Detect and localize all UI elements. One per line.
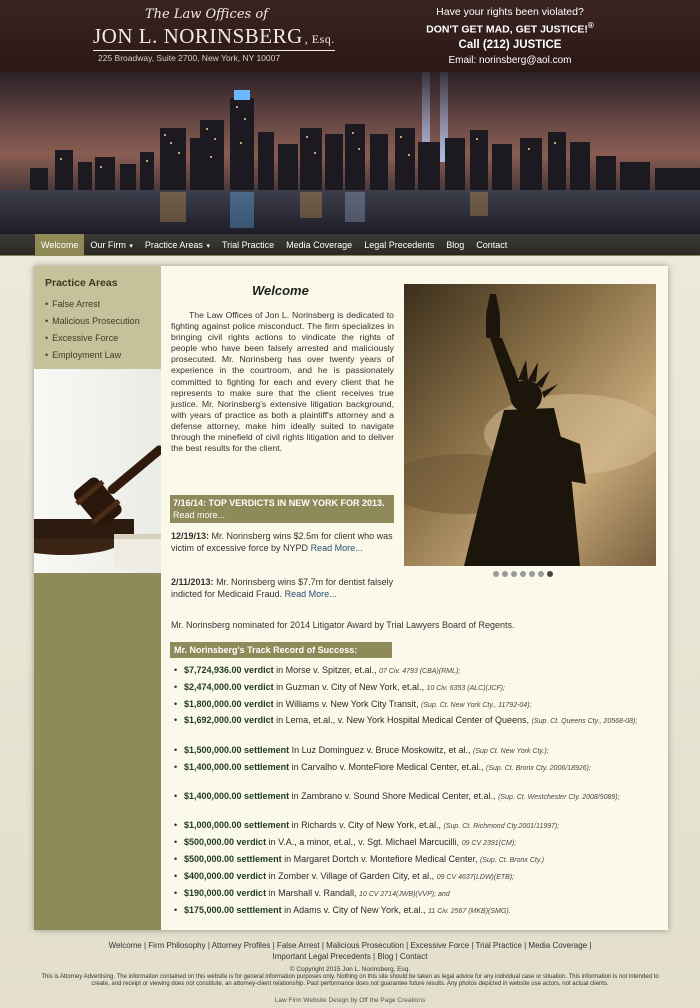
sidebar-item-label: False Arrest bbox=[52, 299, 101, 309]
statue-of-liberty-image bbox=[404, 284, 656, 566]
case-citation: (Sup. Ct. Queens Cty., 20568-08); bbox=[531, 718, 638, 725]
case-name: in Lema, et.al., v. New York Hospital Medical Center of Queens, bbox=[276, 715, 530, 725]
award-amount: $7,724,936.00 verdict bbox=[184, 665, 274, 675]
nav-label: Trial Practice bbox=[221, 240, 275, 250]
case-citation: 09 CV 2391(CM); bbox=[461, 840, 517, 847]
award-amount: $1,400,000.00 settlement bbox=[184, 791, 290, 801]
read-more-link[interactable]: Read More... bbox=[310, 542, 363, 553]
registered-mark: ® bbox=[587, 21, 594, 30]
bullet-icon: • bbox=[45, 350, 49, 360]
footer-credit[interactable]: Law Firm Website Design by Off the Page Creations bbox=[274, 997, 426, 1004]
track-record-item bbox=[174, 905, 654, 918]
case-name: in Zambrano v. Sound Shore Medical Center, et.al., bbox=[291, 791, 496, 801]
nav-label: Contact bbox=[476, 240, 508, 250]
case-name: in Adams v. City of New York, et.al., bbox=[284, 905, 426, 915]
case-name: in Zomber v. Village of Garden City, et al., bbox=[268, 871, 435, 881]
track-record-item bbox=[174, 871, 654, 884]
sidebar bbox=[34, 266, 161, 930]
footer-links[interactable] bbox=[30, 940, 670, 962]
slogan-text: DON'T GET MAD, GET JUSTICE! bbox=[426, 23, 588, 36]
header-phone[interactable]: Call (212) JUSTICE bbox=[458, 38, 562, 51]
news-date: 2/11/2013: bbox=[171, 577, 214, 587]
footer-copyright: © Copyright 2015 Jon L. Norinsberg, Esq. bbox=[289, 966, 411, 973]
slider-dot[interactable] bbox=[493, 571, 499, 577]
case-citation: (Sup. Ct. Richmond Cty.2001/11997); bbox=[443, 823, 560, 830]
award-amount: $190,000.00 verdict bbox=[184, 888, 267, 898]
case-name: in Williams v. New York City Transit, bbox=[276, 699, 419, 709]
track-record-title: Mr. Norinsberg's Track Record of Success: bbox=[170, 642, 392, 658]
nav-label: Media Coverage bbox=[286, 240, 353, 250]
award-amount: $500,000.00 settlement bbox=[184, 854, 282, 864]
track-record-item bbox=[174, 820, 654, 833]
track-record-item bbox=[174, 665, 654, 678]
nav-label: Blog bbox=[446, 240, 465, 250]
nav-practice-areas[interactable] bbox=[139, 234, 216, 256]
case-name: In Luz Dominguez v. Bruce Moskowitz, et al., bbox=[291, 745, 471, 755]
case-citation: (Sup. Ct. Bronx Cty.) bbox=[480, 857, 545, 864]
sidebar-item-employment-law[interactable] bbox=[45, 347, 140, 364]
main-nav bbox=[0, 234, 700, 256]
case-citation: (Sup. Ct. New York Cty., 11792-04); bbox=[420, 702, 532, 709]
slider-dots bbox=[493, 571, 556, 579]
header-question: Have your rights been violated? bbox=[436, 6, 584, 18]
sidebar-item-label: Employment Law bbox=[52, 350, 122, 360]
news-date: 12/19/13: bbox=[171, 531, 210, 541]
track-record-item bbox=[174, 837, 654, 850]
news-text: Mr. Norinsberg wins $7.7m for dentist falsely indicted for Medicaid Fraud. bbox=[171, 577, 394, 599]
case-name: in Margaret Dortch v. Montefiore Medical Center, bbox=[284, 854, 478, 864]
award-amount: $500,000.00 verdict bbox=[184, 837, 267, 847]
slider-dot[interactable] bbox=[538, 571, 544, 577]
track-record-item bbox=[174, 699, 654, 712]
page-title: Welcome bbox=[252, 283, 309, 298]
award-amount: $1,000,000.00 settlement bbox=[184, 820, 290, 830]
case-citation: 10 CV 2714(JWB)(VVP); and bbox=[358, 891, 450, 898]
award-amount: $175,000.00 settlement bbox=[184, 905, 282, 915]
track-record-item bbox=[174, 854, 654, 867]
slider-dot[interactable] bbox=[547, 571, 553, 577]
case-citation: (Sup. Ct. Westchester Cty. 2008/5089); bbox=[498, 794, 620, 801]
sidebar-item-excessive-force[interactable] bbox=[45, 330, 140, 347]
nav-our-firm[interactable] bbox=[84, 234, 139, 256]
site-header bbox=[0, 0, 700, 72]
sidebar-title: Practice Areas bbox=[45, 277, 118, 289]
track-record-item bbox=[174, 682, 654, 695]
slider-dot[interactable] bbox=[502, 571, 508, 577]
news-highlight-text: 7/16/14: TOP VERDICTS IN NEW YORK FOR 2013. bbox=[173, 498, 385, 508]
nav-label: Our Firm bbox=[90, 240, 126, 250]
caret-down-icon: ▾ bbox=[206, 243, 210, 250]
nomination-note: Mr. Norinsberg nominated for 2014 Litigator Award by Trial Lawyers Board of Regents. bbox=[171, 620, 515, 630]
header-email[interactable]: Email: norinsberg@aol.com bbox=[448, 54, 572, 66]
sidebar-item-label: Malicious Prosecution bbox=[52, 316, 140, 326]
case-name: in Carvalho v. MonteFiore Medical Center, et.al., bbox=[291, 762, 484, 772]
practice-areas-list bbox=[45, 296, 140, 364]
award-amount: $1,500,000.00 settlement bbox=[184, 745, 290, 755]
track-record-item bbox=[174, 715, 654, 728]
bullet-icon: • bbox=[45, 299, 49, 309]
case-citation: 11 Civ. 2567 (MKB)(SMG). bbox=[428, 908, 511, 915]
case-name: in V.A., a minor, et.al., v. Sgt. Michael Marcucilli, bbox=[268, 837, 460, 847]
nav-media-coverage[interactable] bbox=[280, 234, 358, 256]
brand-tagline: The Law Offices of bbox=[145, 7, 268, 22]
nyc-skyline-image bbox=[0, 72, 700, 234]
bullet-icon: • bbox=[45, 316, 49, 326]
header-contact bbox=[400, 6, 620, 66]
case-name: in Guzman v. City of New York, et.al., bbox=[276, 682, 424, 692]
nav-label: Welcome bbox=[41, 240, 79, 250]
nav-label: Practice Areas bbox=[144, 240, 203, 250]
nav-contact[interactable] bbox=[470, 234, 513, 256]
brand-name: JON L. NORINSBERG bbox=[93, 24, 303, 48]
nav-legal-precedents[interactable] bbox=[358, 234, 440, 256]
header-slogan bbox=[400, 21, 620, 36]
award-amount: $1,800,000.00 verdict bbox=[184, 699, 274, 709]
case-citation: 07 Civ. 4793 (CBA)(RML); bbox=[378, 668, 461, 675]
intro-paragraph: The Law Offices of Jon L. Norinsberg is dedicated to fighting against police misconduct. The firm specializes in bringing civil rights actions to vindicate the rights of people who have been falsely arrested and maliciously prosecuted. Mr. Norinsberg has over twenty years of experience in the courtroom, and he is passionately committed to fighting for each and every client that he represents to make sure that the client receives true justice. Mr. Norinsberg's extensive litigation background, with years of practice as both a plaintiff's attorney and a defense attorney, make him ideally suited to navigate through the minefield of civil rights litigation and to deliver the best results for the client. bbox=[171, 310, 394, 454]
footer-links-line[interactable]: Welcome | Firm Philosophy | Attorney Profiles | False Arrest | Malicious Prosecution | Excessive Force | Trial Practice | Media Coverage | bbox=[108, 941, 592, 950]
award-amount: $2,474,000.00 verdict bbox=[184, 682, 274, 692]
read-more-link[interactable]: Read more... bbox=[173, 510, 226, 520]
case-citation: 10 Civ. 6353 (ALC)(JCF); bbox=[426, 685, 505, 692]
sidebar-item-false-arrest[interactable] bbox=[45, 296, 140, 313]
case-name: in Morse v. Spitzer, et.al., bbox=[276, 665, 377, 675]
award-amount: $1,400,000.00 settlement bbox=[184, 762, 290, 772]
slider-dot[interactable] bbox=[511, 571, 517, 577]
brand-suffix: , Esq. bbox=[304, 32, 335, 46]
nav-label: Legal Precedents bbox=[364, 240, 435, 250]
slider-dot[interactable] bbox=[520, 571, 526, 577]
case-citation: 09 CV 4637(LDW)(ETB); bbox=[436, 874, 515, 881]
gavel-image bbox=[34, 369, 161, 573]
track-record-item bbox=[174, 762, 654, 775]
track-record-item bbox=[174, 791, 654, 804]
news-item bbox=[171, 577, 395, 600]
skyline-banner bbox=[0, 72, 700, 234]
track-record-item bbox=[174, 745, 654, 758]
nav-blog[interactable] bbox=[440, 234, 470, 256]
case-citation: (Sup. Ct. Bronx Cty. 2006/18926); bbox=[486, 765, 591, 772]
nav-trial-practice[interactable] bbox=[216, 234, 280, 256]
track-record-item bbox=[174, 888, 654, 901]
nav-welcome[interactable] bbox=[35, 234, 84, 256]
news-item bbox=[171, 531, 395, 554]
brand-logo[interactable] bbox=[93, 25, 335, 51]
content-container bbox=[34, 266, 668, 930]
read-more-link[interactable]: Read More... bbox=[284, 588, 337, 599]
sidebar-item-label: Excessive Force bbox=[52, 333, 119, 343]
case-name: in Marshall v. Randall, bbox=[268, 888, 357, 898]
news-text: Mr. Norinsberg wins $2.5m for client who was victim of excessive force by NYPD bbox=[171, 531, 393, 553]
news-highlight bbox=[170, 495, 394, 523]
award-amount: $400,000.00 verdict bbox=[184, 871, 267, 881]
case-name: in Richards v. City of New York, et.al., bbox=[291, 820, 441, 830]
award-amount: $1,692,000.00 verdict bbox=[184, 715, 274, 725]
caret-down-icon: ▾ bbox=[129, 243, 133, 250]
office-address: 225 Broadway, Suite 2700, New York, NY 10007 bbox=[98, 53, 281, 63]
footer-disclaimer: This is Attorney Advertising. The information contained on this website is for general information purposes only. Nothing on this site should be taken as legal advice for any individual case or situation. This information is not intended to create, and receipt or viewing does not constitute, an attorney-client relationship. Past performance does not guarantee future results. Any photos depicted in website use actors, not actual clients. bbox=[41, 974, 659, 987]
bullet-icon: • bbox=[45, 333, 49, 343]
footer-links-line[interactable]: Important Legal Precedents | Blog | Contact bbox=[272, 952, 428, 961]
case-citation: (Sup Ct. New York Cty.); bbox=[473, 748, 549, 755]
sidebar-item-malicious-prosecution[interactable] bbox=[45, 313, 140, 330]
slider-dot[interactable] bbox=[529, 571, 535, 577]
